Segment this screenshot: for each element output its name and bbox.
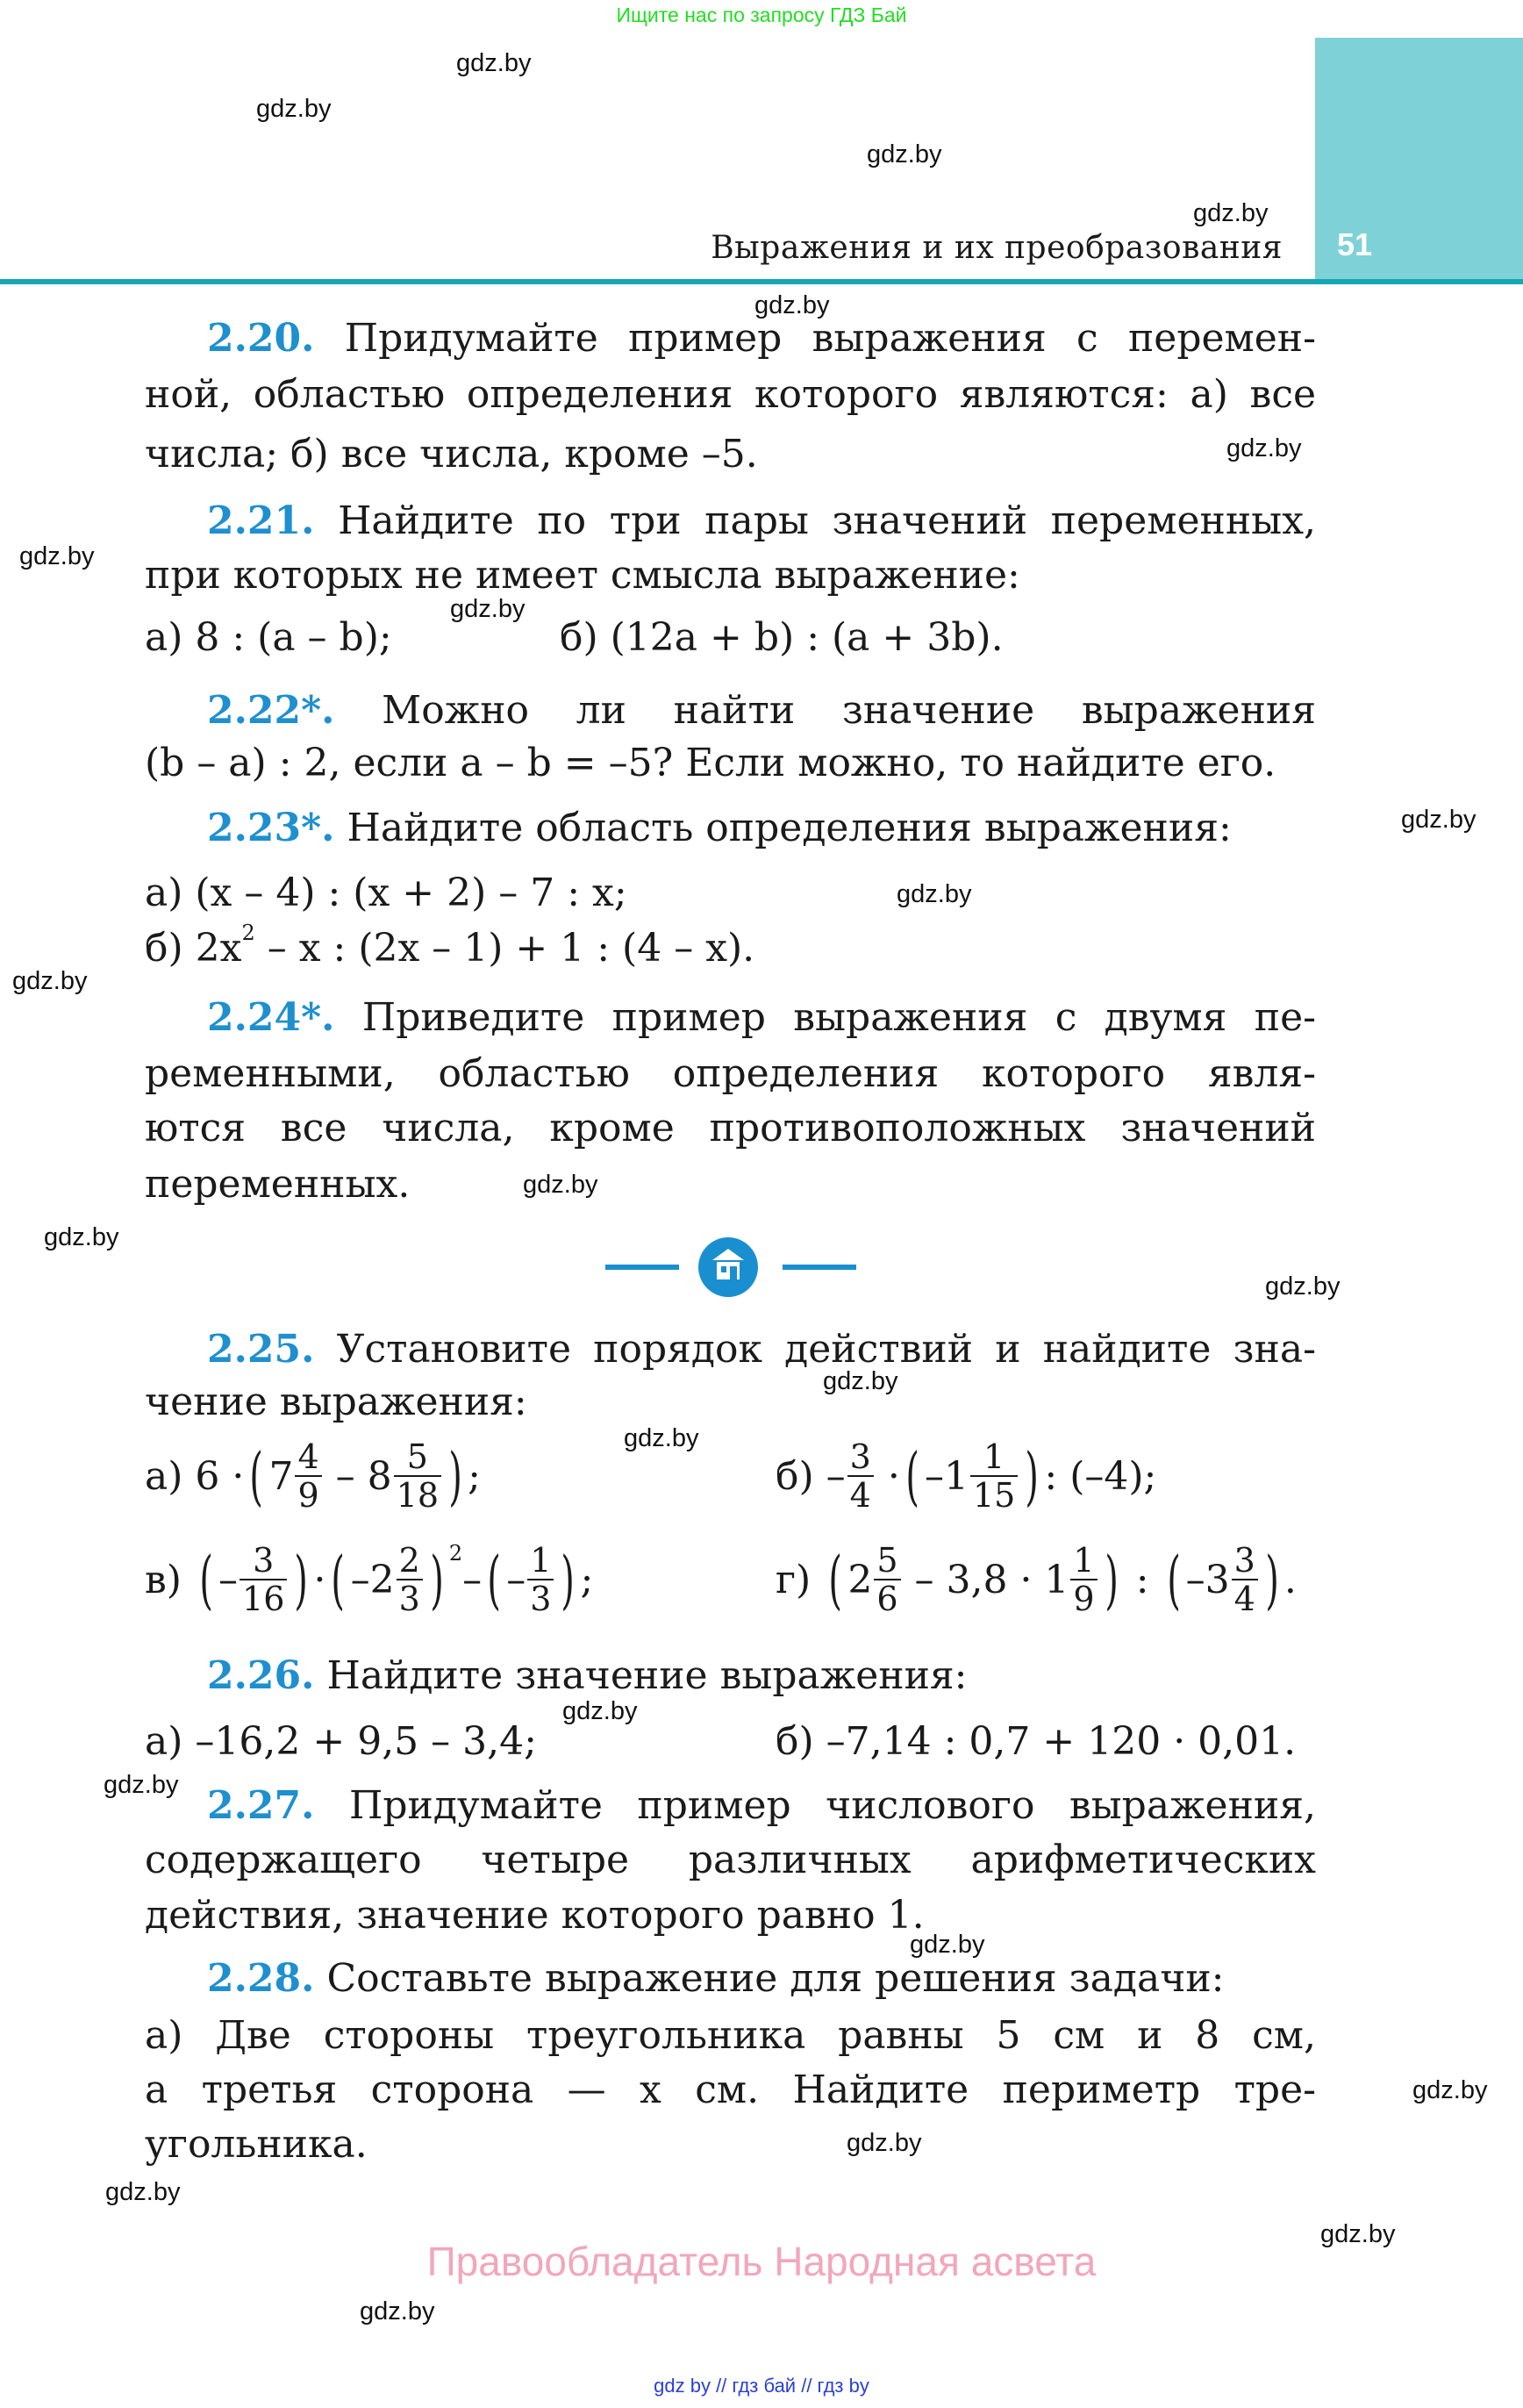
exercise-2-25-item-c: в) ( – $\frac{3}{16}$ ) · ( –2 $\frac{2}{3}$ ) 2 – ( – $\frac{1}{3}$ ) ; (145, 1541, 594, 1618)
header-divider (0, 279, 1523, 284)
exercise-2-24-line: 2.24*. Приведите пример выражения с двумя пе- (207, 995, 1316, 1040)
watermark: gdz.by (360, 2297, 435, 2326)
exercise-2-23-item-b: б) $2x^2$ – x : (2x – 1) + 1 : (4 – x). (145, 921, 755, 971)
exercise-2-21-line: 2.21. Найдите по три пары значений переменных, (207, 498, 1316, 543)
exercise-2-28-line: угольника. (145, 2122, 368, 2167)
exercise-2-21-line: при которых не имеет смысла выражение: (145, 553, 1020, 598)
exercise-2-25-line: чение выражения: (145, 1380, 527, 1424)
exercise-2-28-line: 2.28. Составьте выражение для решения задачи: (207, 1956, 1225, 2001)
exercise-number: 2.20. (207, 316, 315, 361)
exercise-number: 2.23*. (207, 806, 335, 850)
watermark: gdz.by (1401, 806, 1477, 834)
watermark: gdz.by (1226, 434, 1302, 462)
exercise-2-25-item-d: г) ( 2 $\frac{5}{6}$ – 3,8 · 1 $\frac{1}{9}$ ) : ( –3 $\frac{3}{4}$ ) . (776, 1541, 1297, 1618)
exercise-2-23-item-a: а) (x – 4) : (x + 2) – 7 : x; (145, 871, 627, 915)
watermark: gdz.by (1193, 199, 1269, 227)
exercise-2-28-line: а) Две стороны треугольника равны 5 см и 8 см, (145, 2013, 1316, 2058)
exercise-2-23-line: 2.23*. Найдите область определения выражения: (207, 806, 1232, 850)
watermark: gdz.by (105, 2178, 181, 2206)
watermark: gdz.by (1265, 1272, 1341, 1301)
exercise-2-20-line: ной, областью определения которого являются: а) все (145, 372, 1316, 417)
home-icon (698, 1237, 758, 1297)
exercise-2-25-item-a: а) 6 · ( 7 $\frac{4}{9}$ – 8 $\frac{5}{18}$ ) ; (145, 1437, 481, 1515)
exercise-2-25-item-b: б) – $\frac{3}{4}$ · ( –1 $\frac{1}{15}$ ) : (–4); (776, 1437, 1157, 1515)
watermark: gdz.by (624, 1424, 699, 1452)
watermark: gdz.by (450, 595, 526, 623)
watermark: gdz.by (754, 291, 830, 319)
page-number: 51 (1337, 226, 1373, 262)
watermark: gdz.by (104, 1771, 179, 1799)
watermark: gdz.by (456, 49, 532, 77)
exercise-2-25-line: 2.25. Установите порядок действий и найдите зна- (207, 1327, 1316, 1372)
exercise-2-27-line: содержащего четыре различных арифметических (145, 1838, 1316, 1882)
exercise-number: 2.26. (207, 1653, 315, 1698)
exercise-2-24-line: переменных. (145, 1162, 411, 1207)
exercise-number: 2.24*. (207, 995, 335, 1040)
exercise-number: 2.28. (207, 1956, 315, 2001)
watermark: gdz.by (867, 140, 942, 168)
watermark: gdz.by (1320, 2220, 1396, 2248)
exercise-2-22-line: 2.22*. Можно ли найти значение выражения (207, 688, 1316, 733)
watermark: gdz.by (847, 2129, 922, 2157)
watermark: gdz.by (19, 542, 95, 570)
exercise-2-21-item-b: б) (12a + b) : (a + 3b). (560, 615, 1004, 660)
chapter-title: Выражения и их преобразования (711, 230, 1283, 266)
exercise-2-26-item-b: б) –7,14 : 0,7 + 120 · 0,01. (776, 1719, 1297, 1764)
exercise-2-20-line: числа; б) все числа, кроме –5. (145, 432, 758, 477)
exercise-2-28-line: а третья сторона — x см. Найдите периметр тре- (145, 2068, 1316, 2112)
watermark: gdz.by (44, 1223, 119, 1251)
copyright-notice: Правообладатель Народная асвета (426, 2239, 1097, 2284)
exercise-2-21-item-a: а) 8 : (a – b); (145, 615, 392, 660)
exercise-number: 2.22*. (207, 688, 335, 733)
exercise-2-24-line: ременными, областью определения которого явля- (145, 1051, 1316, 1096)
exercise-number: 2.21. (207, 498, 315, 543)
exercise-number: 2.27. (207, 1783, 315, 1828)
search-hint-banner: Ищите нас по запросу ГДЗ Бай (616, 4, 907, 26)
watermark: gdz.by (910, 1931, 985, 1959)
exercise-number: 2.25. (207, 1327, 315, 1372)
watermark: gdz.by (1412, 2076, 1488, 2104)
watermark: gdz.by (523, 1171, 598, 1199)
watermark: gdz.by (823, 1367, 898, 1395)
watermark: gdz.by (897, 880, 972, 908)
exercise-2-26-item-a: а) –16,2 + 9,5 – 3,4; (145, 1719, 537, 1764)
divider-line-right (783, 1265, 856, 1270)
exercise-2-26-line: 2.26. Найдите значение выражения: (207, 1653, 968, 1698)
watermark: gdz.by (256, 95, 332, 123)
exercise-2-24-line: ются все числа, кроме противоположных значений (145, 1106, 1316, 1150)
exercise-2-27-line: 2.27. Придумайте пример числового выражения, (207, 1783, 1316, 1828)
exercise-2-27-line: действия, значение которого равно 1. (145, 1893, 925, 1938)
footer-links[interactable]: gdz by // гдз бай // гдз by (654, 2375, 869, 2397)
watermark: gdz.by (12, 967, 88, 995)
exercise-2-22-line: (b – a) : 2, если a – b = –5? Если можно, то найдите его. (145, 741, 1276, 785)
watermark: gdz.by (562, 1697, 638, 1725)
exercise-2-20-line: 2.20. Придумайте пример выражения с перемен- (207, 316, 1316, 361)
divider-line-left (605, 1265, 679, 1270)
